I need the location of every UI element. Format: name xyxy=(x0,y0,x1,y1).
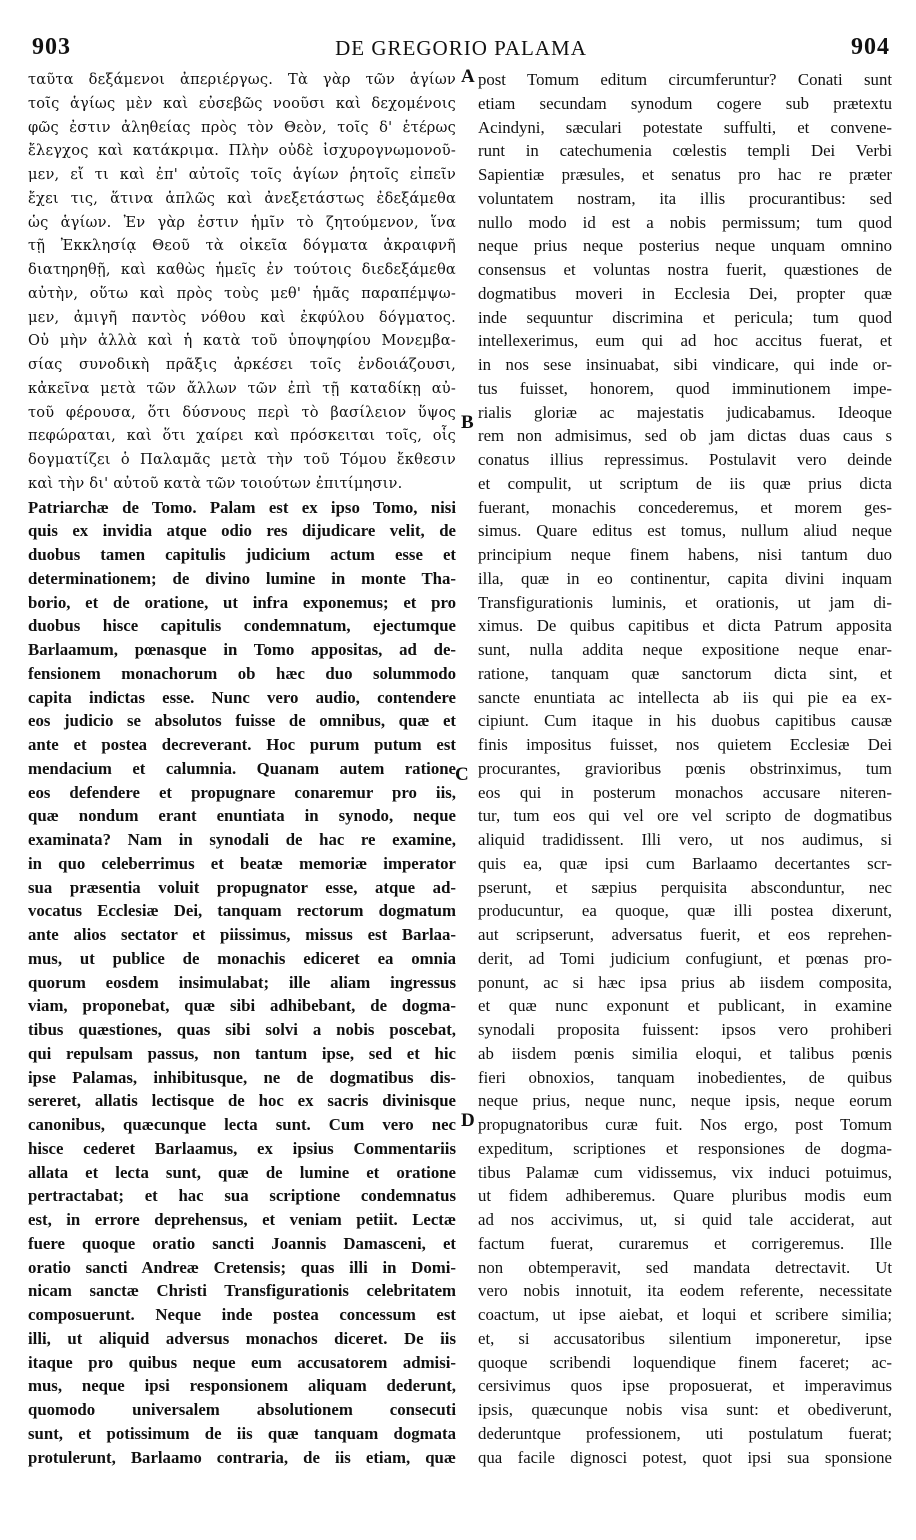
text-line: nullo modo id est a nobis permissum; tum quod xyxy=(478,212,892,232)
text-line: σίας συνοδικὴ πρᾶξις ἀρκέσει τοῖς ἐνδοιάζουσι, xyxy=(28,356,456,373)
text-line: duobus hisce capitulis condemnatum, ejectumque xyxy=(28,616,456,636)
text-line: borio, et de oratione, ut infra exponemus; et pro xyxy=(28,592,456,612)
text-line: Transfigurationis luminis, et orationis, ut jam di- xyxy=(478,592,892,612)
text-line: fieri obnoxios, tanquam inobedientes, de quibus xyxy=(478,1067,892,1087)
text-line: μεν, ἀμιγῆ παντὸς νόθου καὶ ἐκφύλου δόγματος. xyxy=(28,308,456,326)
text-line: capita indictas esse. Nunc vero audio, contendere xyxy=(28,687,456,707)
margin-marker-a: A xyxy=(461,66,475,87)
text-line: runt in catechumenia cœlestis templi Dei Verbi xyxy=(478,141,892,161)
text-line: procurantes, gravioribus pœnis obstrinximus, tum xyxy=(478,758,892,778)
text-line: κἀκεῖνα μετὰ τῶν ἄλλων τῶν ἐπὶ τῇ καταδίκῃ αὐ- xyxy=(28,379,456,397)
text-line: mus, ut publice de monachis ediceret ea omnia xyxy=(28,948,456,968)
text-line: tibus Palamæ cum vidissemus, vix induci potuimus, xyxy=(478,1162,892,1182)
text-line: qui repulsam passus, non tantum ipse, sed et hic xyxy=(28,1043,456,1063)
left-column xyxy=(28,68,456,1469)
text-line: Acindyni, sæculari potestate suffulti, et convene- xyxy=(478,117,892,137)
text-line: eos defendere et propugnare conaremur pro iis, xyxy=(28,782,456,802)
text-line: φῶς ἐστιν ἀληθείας πρὸς τὸν Θεὸν, τοῖς δ' ἑτέρως xyxy=(28,118,456,136)
page-number-right: 904 xyxy=(851,34,890,60)
text-line: mus, neque ipsi responsionem aliquam dederunt, xyxy=(28,1376,456,1396)
running-title: DE GREGORIO PALAMA xyxy=(335,36,587,60)
text-line: ipsis, quæcunque nobis visa sunt: et obediverunt, xyxy=(478,1400,892,1419)
text-line: καὶ τὴν δι' αὐτοῦ κατὰ τῶν τοιούτων ἐπιτίμησιν. xyxy=(28,474,403,492)
text-line: et, si accusatoribus silentium imponeretur, ipse xyxy=(478,1328,892,1348)
text-line: quomodo universalem absolutionem consecuti xyxy=(28,1400,456,1419)
text-line: voluntatem nostram, ita illis procurantibus: sed xyxy=(478,188,892,208)
text-line: quæ nondum erant enuntiata in synodo, neque xyxy=(28,806,456,826)
margin-marker-d: D xyxy=(461,1110,475,1131)
text-line: et compulit, ut scriptum de iis quæ prius dicta xyxy=(478,473,892,493)
text-line: qua facile dignosci potest, quot ipsi sua sponsione xyxy=(478,1447,892,1467)
text-line: allata et lecta sunt, quæ de lumine et oratione xyxy=(28,1162,456,1182)
text-line: illi, ut aliquid adversus monachos diceret. De iis xyxy=(28,1328,456,1348)
text-line: neque prius, neque nunc, neque ipsis, neque eorum xyxy=(478,1091,892,1111)
text-line: derit, ad Tomi judicium confugiunt, et pœnas pro- xyxy=(478,948,892,968)
text-line: διατηρηθῇ, καὶ καθὼς ἡμεῖς ἐν τούτοις διεδεξάμεθα xyxy=(28,261,456,278)
text-line: oratio sancti Andreæ Cretensis; quas illi in Domi- xyxy=(28,1257,456,1277)
text-line: rem non admisimus, sed ob jam dictas duas caus s xyxy=(478,426,892,446)
text-line: canonibus, quæcunque lecta sunt. Cum vero nec xyxy=(28,1115,456,1134)
text-line: synodali proposita fuissent: ipsos vero prohiberi xyxy=(478,1020,892,1039)
text-line: τοῖς ἁγίως μὲν καὶ εὐσεβῶς νοοῦσι καὶ δεχομένοις xyxy=(28,94,456,112)
text-line: inde sequuntur discrimina et pericula; tum quod xyxy=(478,307,892,327)
text-line: neque prius neque posterius neque unquam omnino xyxy=(478,236,892,256)
text-line: expeditum, scriptiones et responsiones de dogma- xyxy=(478,1138,892,1158)
text-line: ab iisdem pœnis similia eloqui, et talibus pœnis xyxy=(478,1043,892,1063)
margin-marker-b: B xyxy=(461,412,474,433)
text-line: sunt, et potissimum de iis quæ tanquam dogmata xyxy=(28,1423,456,1443)
text-line: fuerant, monachis concederemus, et morem ges- xyxy=(478,497,892,517)
text-line: duobus tamen capitulis judicium actum esse et xyxy=(28,545,456,564)
text-line: αὐτὴν, οὕτω καὶ πρὸς τοὺς μεθ' ἡμᾶς παραπέμψω- xyxy=(28,284,456,302)
text-line: dederuntque professionem, uti postulatum fuerat; xyxy=(478,1423,892,1443)
text-line: propugnatoribus curæ fuit. Nos ergo, post Tomum xyxy=(478,1115,892,1134)
text-line: vero nobis innotuit, ita eodem referente, necessitate xyxy=(478,1281,892,1301)
text-line: quis ex invidia atque odio res dijudicare velit, de xyxy=(28,521,456,541)
text-line: sereret, allatis lectisque de hoc ex sacris divinisque xyxy=(28,1091,456,1111)
page-header xyxy=(32,34,890,60)
text-line: ximus. De quibus capitibus et dicta Patrum apposita xyxy=(478,616,892,636)
text-line: protulerunt, Barlaamo contraria, de iis etiam, quæ xyxy=(28,1447,456,1467)
text-line: tibus quæstiones, quas sibi solvi a nobis poscebat, xyxy=(28,1020,456,1039)
text-line: ipse Palamas, inhibitusque, ne de dogmatibus dis- xyxy=(28,1067,456,1087)
margin-marker-c: C xyxy=(455,764,469,785)
text-line: ὡς ἁγίων. Ἐν γὰρ ἐστιν ἡμῖν τὸ ζητούμενον, ἵνα xyxy=(28,213,456,231)
text-line: eos qui in posterum monachos accusare niteren- xyxy=(478,782,892,802)
text-line: rialis gloriæ ac majestatis judicabamus. Ideoque xyxy=(478,402,892,422)
text-line: conatus illius repressimus. Postulavit vero deinde xyxy=(478,450,892,469)
text-line: itaque pro quibus neque eum accusatorem admisi- xyxy=(28,1352,456,1372)
text-line: fuere quoque oratio sancti Joannis Damasceni, et xyxy=(28,1233,456,1253)
text-line: Barlaamum, pœnasque in Tomo appositas, ad de- xyxy=(28,640,456,659)
text-line: determinationem; de divino lumine in monte Tha- xyxy=(28,568,456,588)
text-line: ταῦτα δεξάμενοι ἀπεριέργως. Τὰ γὰρ τῶν ἁγίων xyxy=(28,71,456,88)
text-line: Sapientiæ præsules, et senatus pro hac re præter xyxy=(478,165,892,184)
text-line: cersivimus quos ipse proposuerat, et imperavimus xyxy=(478,1376,892,1396)
text-line: πεφώραται, καὶ ὅτι χαίρει καὶ πρόσκειται τοῖς, οἷς xyxy=(28,427,456,445)
text-line: ratione, tanquam quæ sanctorum dicta sint, et xyxy=(478,663,892,683)
text-line: μεν, εἴ τι καὶ ἐπ' αὐτοῖς τοῖς ἁγίων ῥητοῖς εἰπεῖν xyxy=(28,166,456,183)
text-line: producuntur, ea quoque, quæ illi postea dixerunt, xyxy=(478,901,892,921)
text-line: aut scripserunt, adversatus fuerit, et eos reprehen- xyxy=(478,925,892,944)
text-line: nicam sanctæ Christi Transfigurationis celebritatem xyxy=(28,1281,456,1301)
text-line: eos judicio se absolutos fuisse de omnibus, quæ et xyxy=(28,711,456,731)
text-line: quorum eosdem insimulabat; ille aliam ingressus xyxy=(28,972,456,992)
text-line: sunt, nulla addita neque expositione neque enar- xyxy=(478,640,892,659)
text-line: etiam secundam synodum cogere sub prætextu xyxy=(478,93,892,113)
text-line: quoque scribendi loquendique finem faceret; ac- xyxy=(478,1352,892,1372)
text-line: sua præsentia voluit propugnator esse, atque ad- xyxy=(28,877,456,897)
text-line: simus. Quare editus est tomus, nullum aliud neque xyxy=(478,521,892,541)
text-line: Patriarchæ de Tomo. Palam est ex ipso Tomo, nisi xyxy=(28,497,456,517)
text-line: ad nos accivimus, ut, si quid tale acciderat, aut xyxy=(478,1210,892,1229)
text-line: sancte enuntiata ac intellecta ab iis qui pie ea ex- xyxy=(478,687,892,707)
page-number-left: 903 xyxy=(32,34,71,60)
text-line: quis ea, quæ ipsi cum Barlaamo decertantes scr- xyxy=(478,853,892,873)
text-line: et quæ nunc exponunt et publicant, in examine xyxy=(478,996,892,1016)
text-line: composuerunt. Neque inde postea concessum est xyxy=(28,1305,456,1324)
text-line: ante et postea decreverant. Hoc purum putum est xyxy=(28,735,456,754)
text-line: tur, tum eos qui vel ore vel scripto de dogmatibus xyxy=(478,806,892,826)
text-line: dogmatibus moveri in Ecclesia Dei, propter quæ xyxy=(478,283,892,303)
text-line: principium neque finem habens, nisi tantum duo xyxy=(478,545,892,564)
text-line: Οὐ μὴν ἀλλὰ καὶ ἡ κατὰ τοῦ ὑποψηφίου Μονεμβα- xyxy=(28,332,456,350)
text-line: est, in errore deprehensus, et veniam petiit. Lectæ xyxy=(28,1210,456,1229)
text-line: mendacium et calumnia. Quanam autem ratione xyxy=(28,758,456,778)
text-line: intellexerimus, eum qui ad hoc accitus fuerat, et xyxy=(478,331,892,351)
text-line: cipiunt. Cum itaque in his duobus capitibus causæ xyxy=(478,711,892,731)
text-line: finis impositus fuisset, nos quietem Ecclesiæ Dei xyxy=(478,735,892,754)
text-line: ἔχει τις, ἅτινα ἁπλῶς καὶ ἀνεξετάστως ἐδεξάμεθα xyxy=(28,189,456,207)
text-line: non obtemperavit, sed mandata detrectavit. Ut xyxy=(478,1257,892,1277)
text-line: pertractabat; et hac sua scriptione condemnatus xyxy=(28,1186,456,1206)
text-line: factum fuerat, curaremus et corrigeremus. Ille xyxy=(478,1233,892,1253)
text-line: post Tomum editum circumferuntur? Conati sunt xyxy=(478,70,892,89)
text-line: in quo celeberrimus et beatæ memoriæ imperator xyxy=(28,853,456,873)
text-line: ante alios sectator et piissimus, missus est Barlaa- xyxy=(28,925,456,944)
text-line: coactum, ut ipse aiebat, et loqui et scribere similia; xyxy=(478,1305,892,1324)
text-line: fensionem monachorum ob hæc duo solummodo xyxy=(28,663,456,683)
text-line: ut fidem adhiberemus. Quare pluribus modis eum xyxy=(478,1186,892,1206)
text-line: δογματίζει ὁ Παλαμᾶς μετὰ τὴν τοῦ Τόμου ἔκθεσιν xyxy=(28,451,456,468)
text-line: tus fuisset, honorem, quod imminutionem impe- xyxy=(478,378,892,398)
text-line: τῇ Ἐκκλησίᾳ Θεοῦ τὰ οἰκεῖα δόγματα ἀκραιφνῆ xyxy=(28,237,456,255)
text-line: examinata? Nam in synodali de hac re examine, xyxy=(28,830,456,849)
text-line: τοῦ φέρουσα, ὅτι δύσνους περὶ τὸ βασίλειον ὕψος xyxy=(28,403,456,421)
text-line: aliquid tradidissent. Illi vero, ut nos audimus, si xyxy=(478,830,892,849)
text-line: ἔλεγχος καὶ κατάκριμα. Πλὴν οὐδὲ ἰσχυρογνωμονοῦ- xyxy=(28,142,456,160)
text-line: in nos sese insinuabat, sibi vindicare, qui inde or- xyxy=(478,355,892,374)
right-column xyxy=(478,68,892,1469)
text-line: consensus et voluntas nostra fuerit, quæstiones de xyxy=(478,260,892,279)
text-line: vocatus Ecclesiæ Dei, tanquam rectorum dogmatum xyxy=(28,901,456,921)
text-line: ponunt, ac si hæc ipsa prius ab iisdem composita, xyxy=(478,972,892,992)
text-line: illa, quæ in eo continentur, capita divini inquam xyxy=(478,568,892,588)
text-line: viam, proponebat, quæ sibi adhibebant, de dogma- xyxy=(28,996,456,1016)
text-line: pserunt, et sæpius perquisita absconduntur, nec xyxy=(478,877,892,897)
text-line: hisce cederet Barlaamus, ex ipsius Commentariis xyxy=(28,1138,456,1158)
